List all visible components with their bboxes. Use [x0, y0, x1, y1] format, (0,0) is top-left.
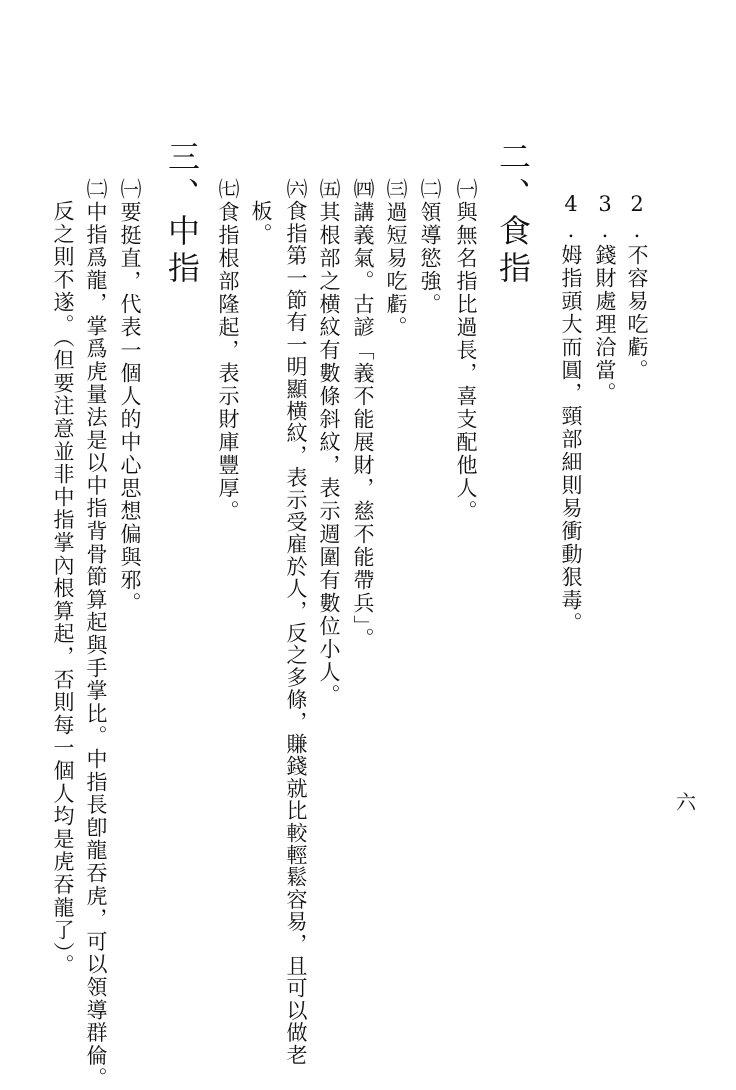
section-heading-index-finger: 二、食指: [494, 140, 532, 288]
list-item: 2.不容易吃虧。: [625, 192, 649, 382]
list-item: ㈥食指第一節有一明顯横紋，表示受雇於人，反之多條，賺錢就比較輕鬆容易，且可以做老: [284, 178, 308, 1066]
list-item: ㈡中指爲龍，掌爲虎量法是以中指背骨節算起與手掌比。中指長卽龍吞虎，可以領導群倫。: [84, 178, 108, 1090]
list-item: ㈤其根部之横紋有數條斜紋，表示週圍有數位小人。: [317, 178, 341, 707]
list-item: 3.錢財處理洽當。: [593, 192, 617, 405]
page-number: 六: [676, 790, 696, 814]
list-item-continuation: 反之則不遂。（但要注意並非中指掌內根算起，否則每一個人均是虎吞龍了）。: [51, 200, 75, 977]
list-item: ㈠與無名指比過長，喜支配他人。: [454, 178, 478, 523]
list-item: ㈢過短易吃虧。: [384, 178, 408, 339]
list-item: 4.姆指頭大而圓，頸部細則易衝動狠毒。: [559, 192, 583, 635]
list-item: ㈡領導慾強。: [418, 178, 442, 316]
list-item: ㈦食指根部隆起，表示財庫豐厚。: [216, 178, 240, 523]
list-item-continuation: 板。: [249, 200, 273, 246]
list-item: ㈣講義氣。古諺「義不能展財，慈不能帶兵」。: [351, 178, 375, 651]
section-heading-middle-finger: 三、中指: [163, 140, 201, 288]
list-item: ㈠要挺直，代表一個人的中心思想偏與邪。: [118, 178, 142, 615]
